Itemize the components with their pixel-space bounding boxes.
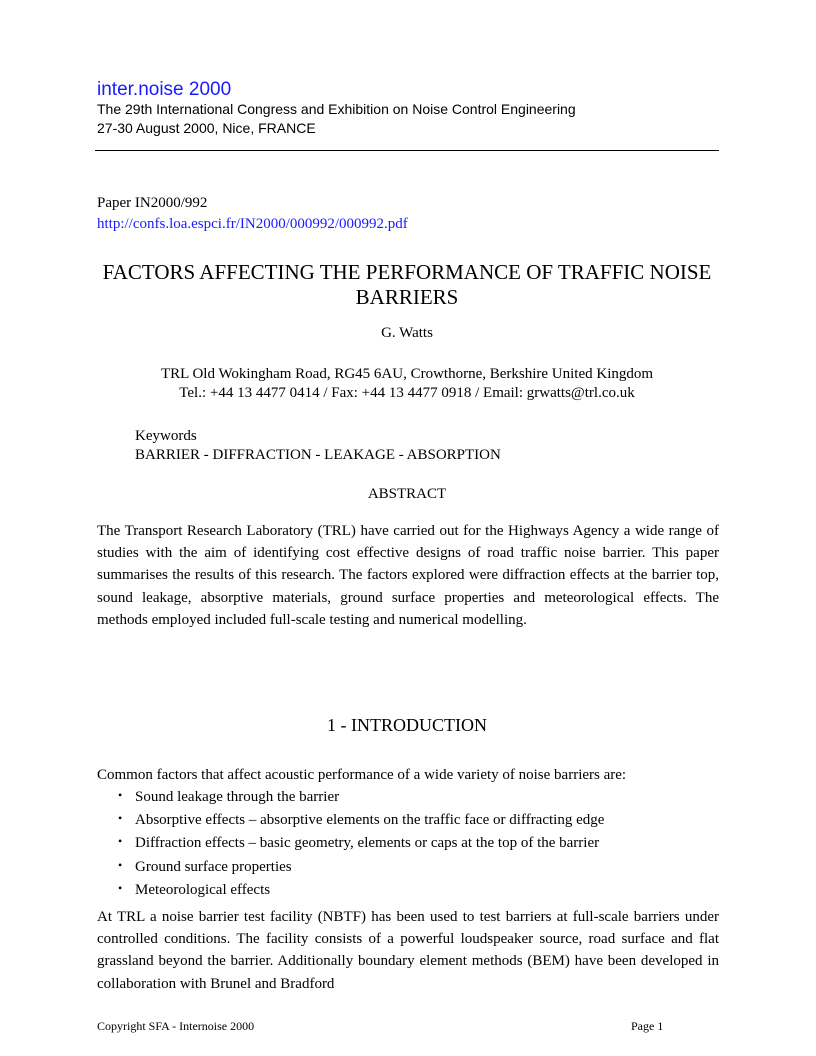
- list-item-text: Ground surface properties: [135, 858, 292, 875]
- abstract-heading: ABSTRACT: [367, 486, 447, 502]
- paper-id: Paper IN2000/992: [97, 195, 208, 211]
- list-item: [118, 786, 604, 809]
- affiliation-address: TRL Old Wokingham Road, RG45 6AU, Crowthorne, Berkshire United Kingdom: [160, 366, 654, 382]
- bullet-icon: •: [118, 857, 123, 872]
- bullet-icon: •: [118, 788, 123, 802]
- list-item-text: Diffraction effects – basic geometry, elements or caps at the top of the barrier: [135, 835, 600, 852]
- list-item-text: Sound leakage through the barrier: [135, 789, 340, 805]
- header-divider: [95, 150, 719, 151]
- author-name: G. Watts: [381, 325, 433, 341]
- factor-list: [118, 786, 604, 902]
- abstract-text: The Transport Research Laboratory (TRL) have carried out for the Highways Agency a wide range of studies with the aim of identifying cost effective designs of road traffic noise barrier. This paper summarises the results of this research. The factors explored were diffraction effects at the barrier top, sound leakage, absorptive materials, ground surface properties and meteorological effects. The methods employed included full-scale testing and numerical modelling.: [97, 523, 719, 628]
- keywords-label: Keywords: [135, 428, 197, 444]
- congress-title: The 29th International Congress and Exhibition on Noise Control Engineering: [97, 101, 576, 117]
- list-item: [118, 879, 604, 902]
- list-item: [118, 856, 604, 879]
- introduction-text: At TRL a noise barrier test facility (NBTF) has been used to test barriers at full-scale barriers under controlled conditions. The facility consists of a powerful loudspeaker source, road surface and flat grassland beyond the barrier. Additionally boundary element methods (BEM) have been developed in collaboration with Brunel and Bradford: [97, 909, 719, 992]
- conference-name: inter.noise 2000: [97, 79, 232, 100]
- keywords-list: BARRIER - DIFFRACTION - LEAKAGE - ABSORPTION: [135, 447, 501, 463]
- list-item: [118, 809, 604, 832]
- paper-url-link[interactable]: http://confs.loa.espci.fr/IN2000/000992/000992.pdf: [97, 216, 408, 232]
- affiliation-contact: Tel.: +44 13 4477 0414 / Fax: +44 13 4477 0918 / Email: grwatts@trl.co.uk: [179, 385, 635, 401]
- bullet-icon: •: [118, 834, 123, 849]
- footer-page-number: Page 1: [631, 1019, 664, 1033]
- congress-dates: 27-30 August 2000, Nice, FRANCE: [97, 120, 316, 136]
- introduction-lead: Common factors that affect acoustic performance of a wide variety of noise barriers are:: [97, 767, 627, 783]
- bullet-icon: •: [118, 811, 123, 826]
- list-item: [118, 832, 604, 855]
- paper-title: FACTORS AFFECTING THE PERFORMANCE OF TRAFFIC NOISE BARRIERS: [102, 260, 712, 309]
- list-item-text: Meteorological effects: [135, 881, 271, 898]
- footer-copyright: Copyright SFA - Internoise 2000: [97, 1019, 255, 1033]
- list-item-text: Absorptive effects – absorptive elements on the traffic face or diffracting edge: [135, 812, 605, 829]
- introduction-heading: 1 - INTRODUCTION: [327, 715, 487, 735]
- bullet-icon: •: [118, 880, 123, 895]
